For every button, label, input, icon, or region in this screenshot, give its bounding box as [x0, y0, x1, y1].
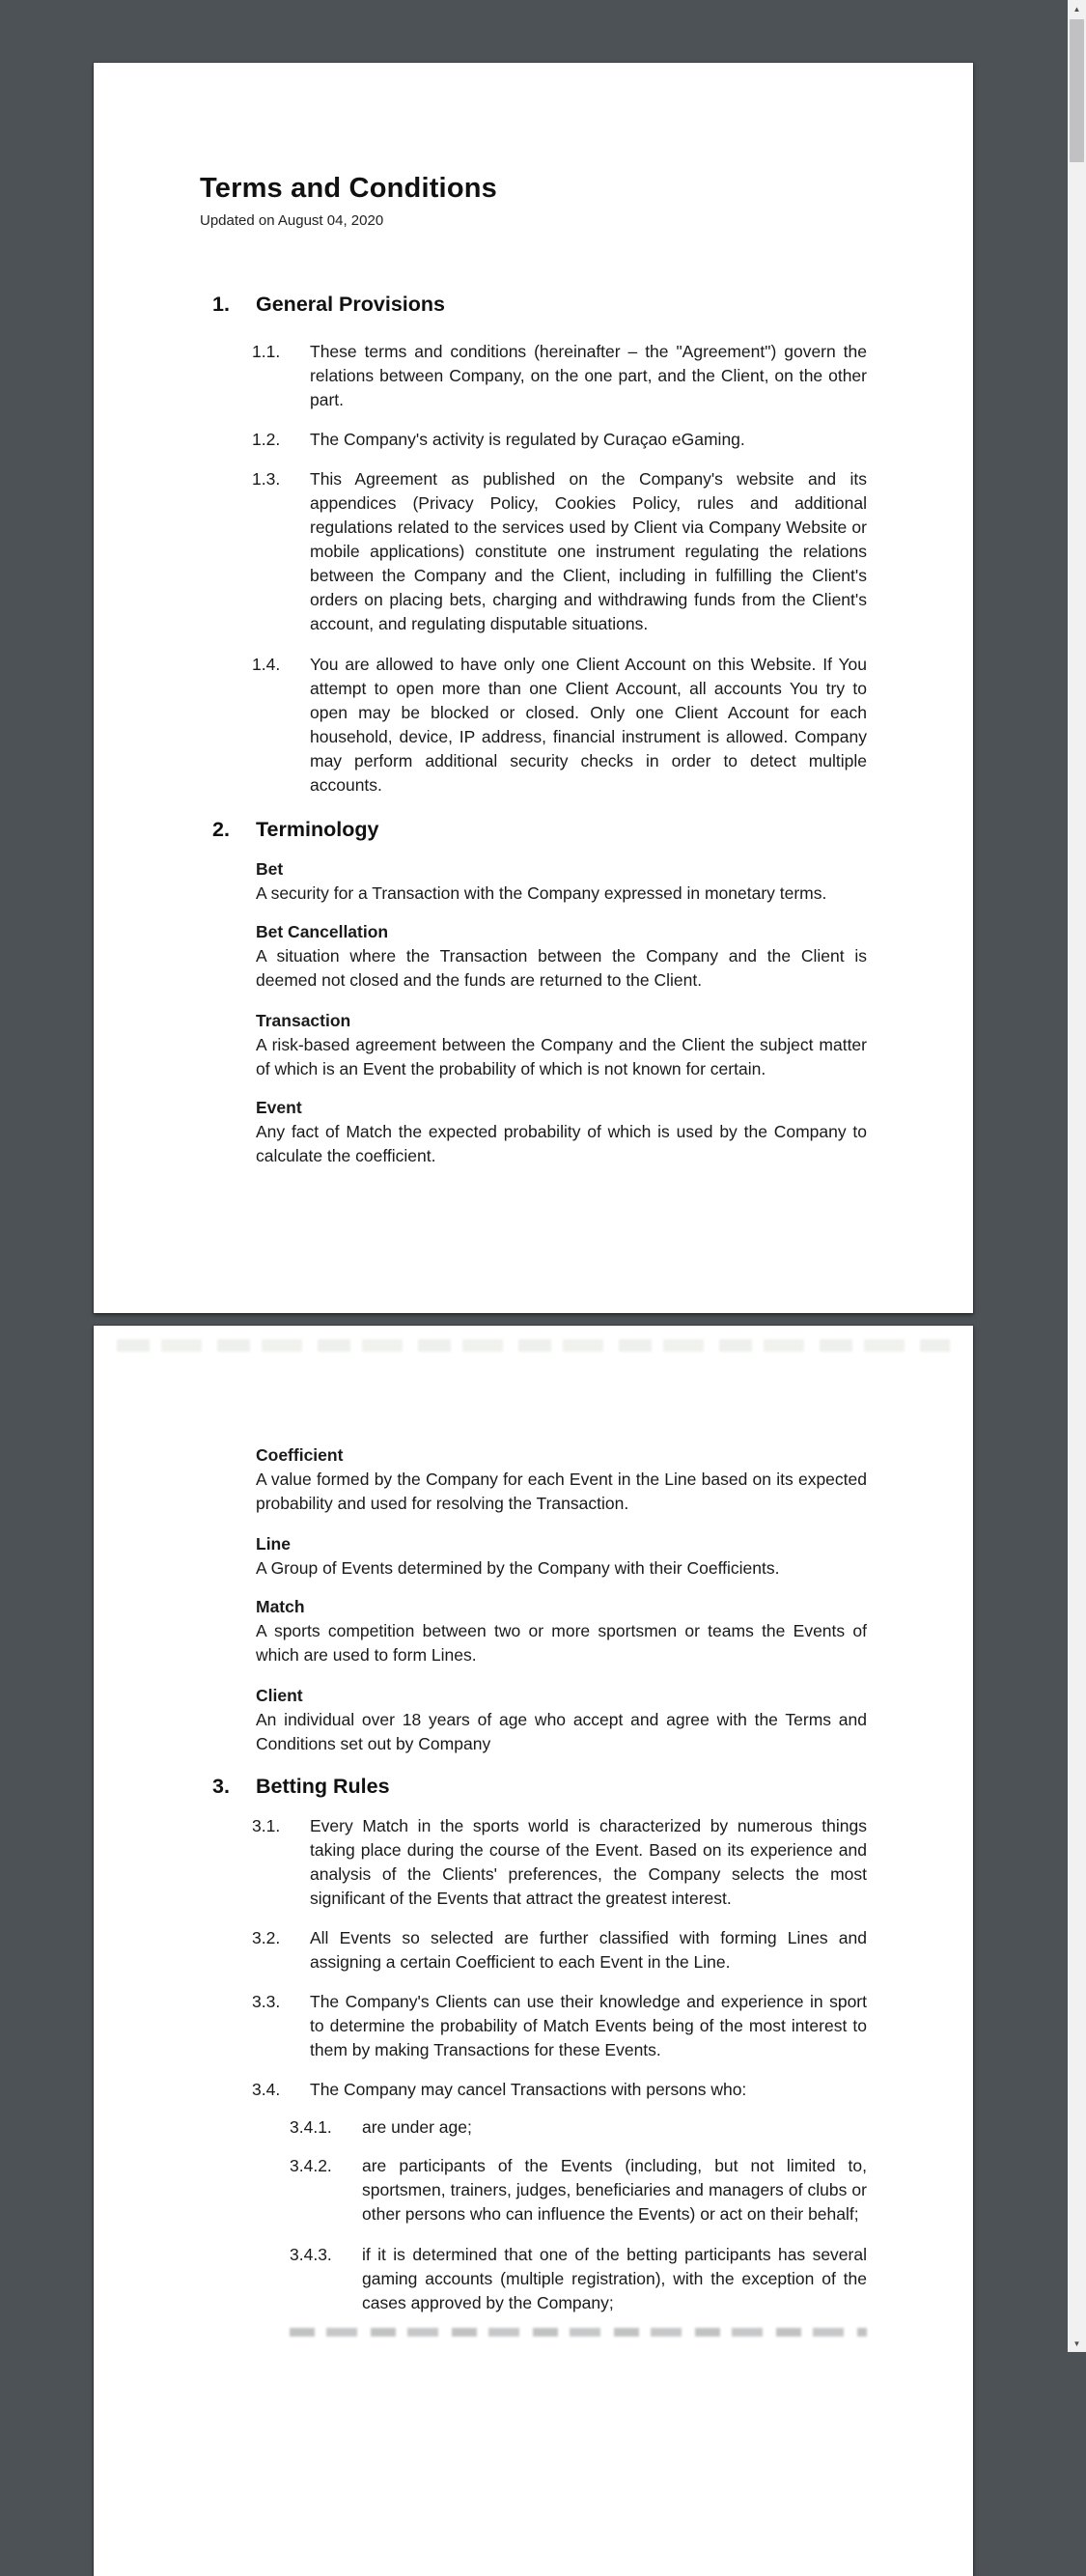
- term-name: Coefficient: [256, 1445, 344, 1465]
- list-item-text: are under age;: [362, 2117, 472, 2137]
- section-heading-betting-rules: [212, 1774, 973, 1799]
- section-heading-label: Terminology: [256, 818, 379, 841]
- section-number: 3.: [212, 1775, 230, 1798]
- list-item-number: 1.1.: [252, 342, 281, 361]
- list-item-text: All Events so selected are further classified with forming Lines and assigning a certain Coefficient to each Event in the Line.: [310, 1928, 867, 1972]
- list-item: [252, 1990, 867, 2062]
- list-item-number: 3.4.: [252, 2080, 281, 2099]
- list-item-number: 3.2.: [252, 1928, 281, 1947]
- updated-date: Updated on August 04, 2020: [200, 212, 384, 229]
- list-item-text: Every Match in the sports world is characterized by numerous things taking place during the course of the Event. Based on its experience and analysis of the Clients' preferences, the Company selects the most significant of the Events that attract the greatest interest.: [310, 1816, 867, 1908]
- list-item-text: if it is determined that one of the betting participants has several gaming accounts (multiple registration), with the exception of the cases approved by the Company;: [362, 2245, 867, 2312]
- scroll-up-icon[interactable]: ▲: [1068, 0, 1086, 17]
- term-name: Bet Cancellation: [256, 922, 389, 941]
- section-heading-label: General Provisions: [256, 293, 445, 316]
- cutoff-line-artifact: [290, 2328, 867, 2337]
- term-definition: An individual over 18 years of age who accept and agree with the Terms and Conditions set out by Company: [256, 1710, 867, 1753]
- pdf-page-1: [94, 63, 973, 1313]
- term-name: Event: [256, 1098, 302, 1117]
- list-item-number: 3.4.1.: [290, 2117, 332, 2137]
- list-item-text: These terms and conditions (hereinafter – the "Agreement") govern the relations between Company, on the one part, and the Client, on the other part.: [310, 342, 867, 409]
- list-item: [252, 1926, 867, 1974]
- list-item-text: The Company's Clients can use their knowledge and experience in sport to determine the probability of Match Events being of the most interest to them by making Transactions for these Events.: [310, 1992, 867, 2059]
- list-item-number: 3.4.2.: [290, 2156, 332, 2175]
- list-item-text: You are allowed to have only one Client Account on this Website. If You attempt to open more than one Client Account, all accounts You try to open may be blocked or closed. Only one Client Account for each household, device, IP address, financial instrument is allowed. Company may perform additional security checks in order to detect multiple accounts.: [310, 655, 867, 795]
- term-definition: A risk-based agreement between the Company and the Client the subject matter of which is an Event the probability of which is not known for certain.: [256, 1035, 867, 1078]
- list-item-number: 1.3.: [252, 469, 281, 489]
- term-name: Transaction: [256, 1011, 351, 1030]
- list-item: [252, 467, 867, 636]
- sub-list-item: [290, 2243, 867, 2315]
- section-number: 1.: [212, 293, 230, 316]
- list-item: [252, 340, 867, 412]
- document-title: Terms and Conditions: [200, 173, 497, 204]
- list-item-number: 3.3.: [252, 1992, 281, 2011]
- list-item: [252, 428, 867, 452]
- term-block: [256, 1684, 867, 1756]
- list-item: [252, 2078, 867, 2102]
- term-block: [256, 1595, 867, 1667]
- section-heading-terminology: [212, 817, 973, 842]
- term-definition: Any fact of Match the expected probability of which is used by the Company to calculate the coefficient.: [256, 1122, 867, 1165]
- list-item-text: are participants of the Events (including, but not limited to, sportsmen, trainers, judges, beneficiaries and managers of clubs or other persons who can influence the Events) or act on their behalf;: [362, 2156, 867, 2224]
- list-item-number: 3.1.: [252, 1816, 281, 1835]
- term-block: [256, 1443, 867, 1516]
- term-block: [256, 1096, 867, 1168]
- term-block: [256, 1009, 867, 1081]
- scroll-down-icon[interactable]: ▼: [1068, 2335, 1086, 2352]
- page-render-artifact: [117, 1339, 950, 1352]
- pdf-page-2: [94, 1326, 973, 2576]
- term-block: [256, 920, 867, 993]
- term-name: Match: [256, 1597, 305, 1616]
- term-block: [256, 1532, 867, 1581]
- term-definition: A Group of Events determined by the Company with their Coefficients.: [256, 1558, 780, 1578]
- list-item-number: 1.2.: [252, 430, 281, 449]
- list-item: [252, 1814, 867, 1911]
- sub-list-item: [290, 2154, 867, 2226]
- section-number: 2.: [212, 818, 230, 841]
- section-heading-label: Betting Rules: [256, 1775, 390, 1798]
- list-item-text: The Company's activity is regulated by Curaçao eGaming.: [310, 430, 745, 449]
- term-name: Line: [256, 1534, 291, 1554]
- list-item-number: 3.4.3.: [290, 2245, 332, 2264]
- term-definition: A sports competition between two or more sportsmen or teams the Events of which are used to form Lines.: [256, 1621, 867, 1665]
- scrollbar-thumb[interactable]: [1070, 19, 1084, 162]
- sub-list-item: [290, 2115, 867, 2140]
- term-name: Client: [256, 1686, 303, 1705]
- list-item-number: 1.4.: [252, 655, 281, 674]
- term-block: [256, 857, 867, 906]
- list-item-text: The Company may cancel Transactions with persons who:: [310, 2080, 747, 2099]
- scrollbar-track[interactable]: [1068, 0, 1086, 2352]
- term-definition: A security for a Transaction with the Company expressed in monetary terms.: [256, 883, 827, 903]
- list-item: [252, 653, 867, 798]
- list-item-text: This Agreement as published on the Company's website and its appendices (Privacy Policy, Cookies Policy, rules and additional regulations related to the services used by Client via Company Website or mobile applications) constitute one instrument regulating the relations between the Company and the Client, including in fulfilling the Client's orders on placing bets, charging and withdrawing funds from the Client's account, and regulating disputable situations.: [310, 469, 867, 633]
- term-definition: A value formed by the Company for each Event in the Line based on its expected probability and used for resolving the Transaction.: [256, 1470, 867, 1513]
- term-definition: A situation where the Transaction between the Company and the Client is deemed not closed and the funds are returned to the Client.: [256, 946, 867, 990]
- term-name: Bet: [256, 859, 284, 879]
- section-heading-general-provisions: [212, 292, 973, 317]
